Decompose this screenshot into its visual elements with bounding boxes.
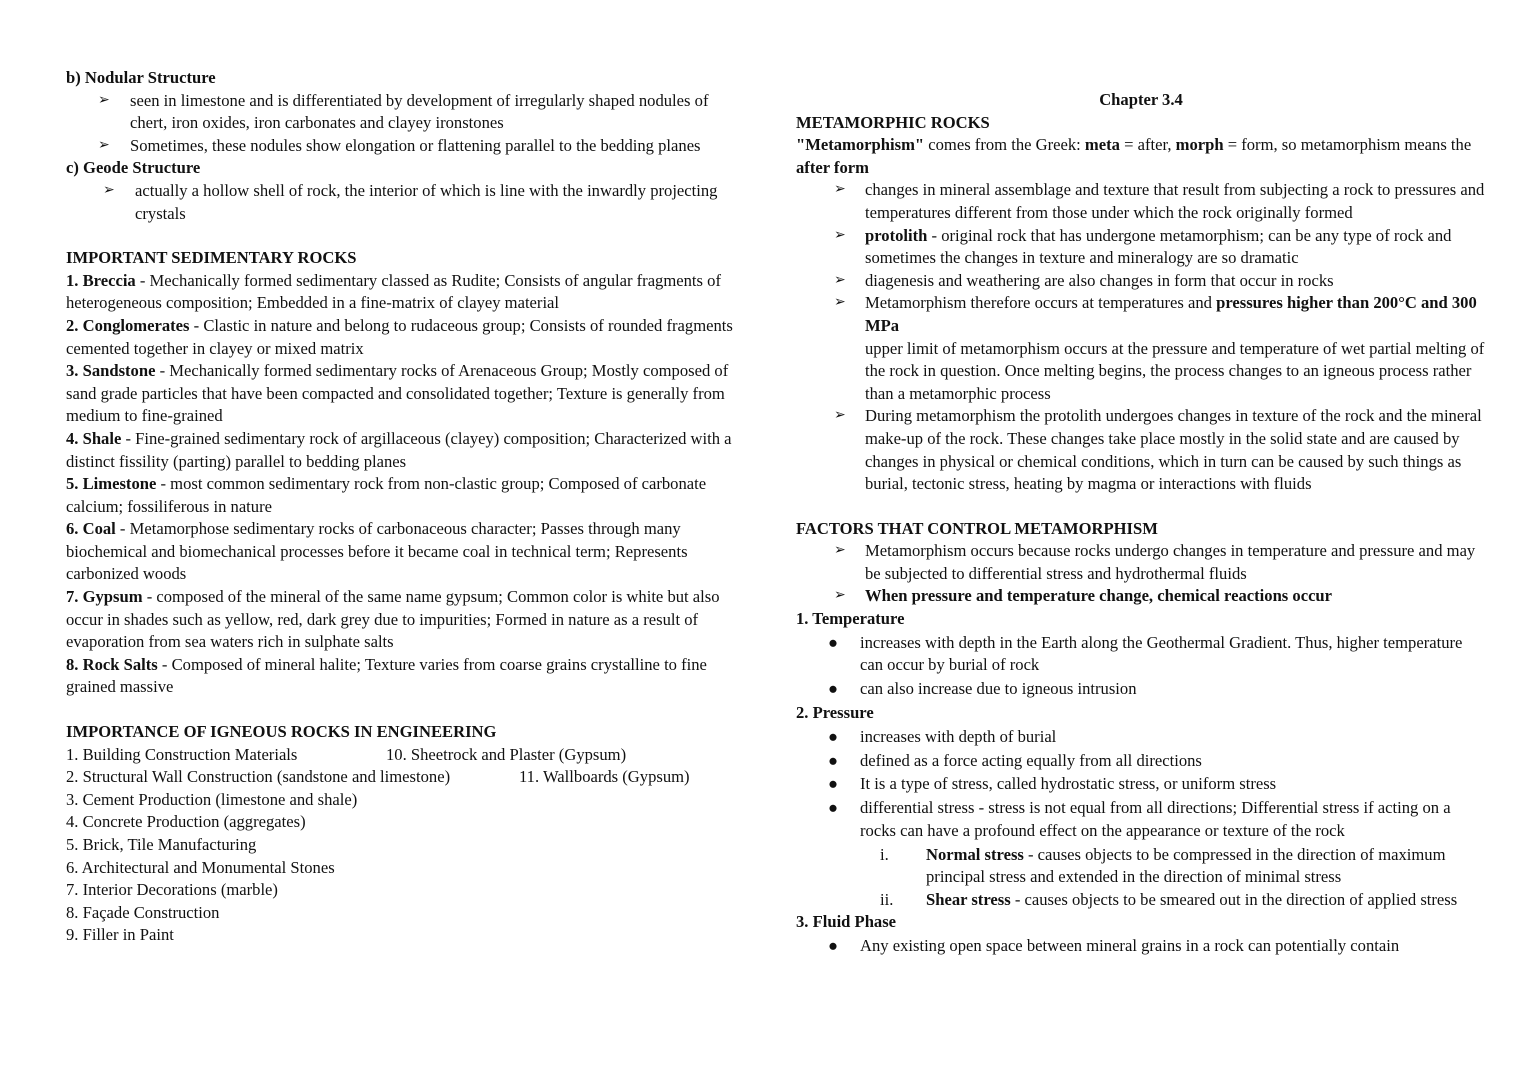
metamorphism-intro: "Metamorphism" comes from the Greek: meta = after, morph = form, so metamorphism means the after form — [796, 135, 1472, 177]
list-item: ● increases with depth of burial — [796, 726, 1486, 749]
list-item: ➢ protolith - original rock that has undergone metamorphism; can be any type of rock and sometimes the changes in texture and mineralogy are so dramatic — [834, 225, 1452, 268]
list-item: ii. Shear stress - causes objects to be smeared out in the direction of applied stress — [880, 889, 1458, 909]
list-item: 3. Cement Production (limestone and shale) — [66, 789, 358, 809]
list-item-continuation: upper limit of metamorphism occurs at the pressure and temperature of wet partial melting of the rock in question. Once melting begins, the process changes to an igneous process rather than a metamorphic process — [865, 338, 1485, 403]
list-item: 6. Coal - Metamorphose sedimentary rocks of carbonaceous character; Passes through many biochemical and biomechanical processes before it became coal in technical term; Represents carbonized woods — [66, 519, 688, 584]
list-item: 2. Structural Wall Construction (sandstone and limestone) 11. Wallboards (Gypsum) — [66, 767, 690, 787]
bullet-dot-icon: ● — [828, 798, 839, 818]
list-item: ➢ Metamorphism therefore occurs at temperatures and pressures higher than 200°C and 300 MPa — [834, 293, 1477, 335]
bullet-dot-icon: ● — [828, 726, 839, 746]
arrow-bullet-icon: ➢ — [834, 272, 846, 288]
list-item: 4. Shale - Fine-grained sedimentary rock of argillaceous (clayey) composition; Characterized with a distinct fissility (parting) parallel to bedding planes — [66, 428, 732, 471]
list-item: ● defined as a force acting equally from all directions — [796, 750, 1486, 773]
list-item: i. Normal stress - causes objects to be compressed in the direction of maximum principal stress and extended in the direction of minimal stress — [880, 844, 1446, 887]
arrow-bullet-icon: ➢ — [834, 588, 846, 604]
engineering-list — [66, 744, 746, 947]
list-item: 1. Building Construction Materials 10. Sheetrock and Plaster (Gypsum) — [66, 744, 627, 764]
list-item: ● differential stress - stress is not equal from all directions; Differential stress if acting on a rocks can have a profound effect on the appearance or texture of the rock — [828, 798, 1451, 840]
list-item: 3. Sandstone - Mechanically formed sedimentary rocks of Arenaceous Group; Mostly composed of sand grade particles that have been compacted and consolidated together; Texture is generally from medium to fine-grained — [66, 361, 729, 426]
list-item: ● can also increase due to igneous intrusion — [796, 678, 1486, 701]
left-column — [66, 67, 746, 947]
list-item: 9. Filler in Paint — [66, 925, 174, 945]
bullet-dot-icon: ● — [828, 632, 839, 652]
temperature-heading: 1. Temperature — [796, 609, 905, 629]
nodular-structure-heading: b) Nodular Structure — [66, 68, 216, 87]
geode-structure-heading: c) Geode Structure — [66, 158, 201, 178]
arrow-bullet-icon: ➢ — [834, 408, 846, 424]
list-item: 4. Concrete Production (aggregates) — [66, 812, 306, 832]
metamorphic-rocks-heading: METAMORPHIC ROCKS — [796, 112, 990, 132]
list-item: ➢ Metamorphism occurs because rocks undergo changes in temperature and pressure and may be subjected to differential stress and hydrothermal fluids — [834, 541, 1476, 583]
bullet-dot-icon: ● — [828, 936, 839, 956]
list-item: ➢ When pressure and temperature change, chemical reactions occur — [796, 585, 1486, 608]
list-item: ➢ diagenesis and weathering are also changes in form that occur in rocks — [796, 270, 1486, 293]
bullet-dot-icon: ● — [828, 750, 839, 770]
fluid-phase-heading: 3. Fluid Phase — [796, 912, 897, 932]
list-item: 7. Interior Decorations (marble) — [66, 880, 278, 900]
list-item: ➢ seen in limestone and is differentiated by development of irregularly shaped nodules of chert, iron oxides, iron carbonates and clayey ironstones — [98, 90, 709, 133]
engineering-importance-heading: IMPORTANCE OF IGNEOUS ROCKS IN ENGINEERING — [66, 722, 497, 742]
sedimentary-rocks-heading: IMPORTANT SEDIMENTARY ROCKS — [66, 248, 357, 268]
list-item: 1. Breccia - Mechanically formed sedimentary classed as Rudite; Consists of angular fragments of heterogeneous composition; Embedded in a fine-matrix of clayey material — [66, 270, 721, 313]
list-item: ● increases with depth in the Earth along the Geothermal Gradient. Thus, higher temperature can occur by burial of rock — [828, 632, 1463, 675]
arrow-bullet-icon: ➢ — [98, 137, 110, 153]
arrow-bullet-icon: ➢ — [834, 543, 846, 559]
arrow-bullet-icon: ➢ — [98, 92, 110, 108]
list-item: ➢ Sometimes, these nodules show elongation or flattening parallel to the bedding planes — [66, 135, 746, 158]
factors-heading: FACTORS THAT CONTROL METAMORPHISM — [796, 518, 1158, 538]
list-item: 5. Limestone - most common sedimentary rock from non-clastic group; Composed of carbonate calcium; fossiliferous in nature — [66, 474, 707, 516]
bullet-dot-icon: ● — [828, 679, 839, 699]
right-column — [796, 89, 1486, 959]
chapter-heading: Chapter 3.4 — [1099, 90, 1183, 109]
list-item: ➢ actually a hollow shell of rock, the interior of which is line with the inwardly projecting crystals — [103, 180, 718, 223]
list-item: ● Any existing open space between mineral grains in a rock can potentially contain — [796, 935, 1486, 958]
list-item: 5. Brick, Tile Manufacturing — [66, 835, 257, 854]
list-item: 8. Façade Construction — [66, 902, 220, 922]
arrow-bullet-icon: ➢ — [103, 182, 115, 198]
list-item: ➢ During metamorphism the protolith undergoes changes in texture of the rock and the mineral make-up of the rock. These changes take place mostly in the solid state and are caused by changes in physical or chemical conditions, which in turn can be caused by such things as burial, tectonic stress, heating by magma or interactions with fluids — [834, 406, 1482, 494]
list-item: 8. Rock Salts - Composed of mineral halite; Texture varies from coarse grains crystalline to fine grained massive — [66, 654, 707, 697]
sedimentary-rocks-list — [66, 270, 746, 699]
arrow-bullet-icon: ➢ — [834, 227, 846, 243]
arrow-bullet-icon: ➢ — [834, 295, 846, 311]
list-item: 7. Gypsum - composed of the mineral of the same name gypsum; Common color is white but also occur in shades such as yellow, red, dark grey due to impurities; Formed in nature as a result of evaporation from sea waters rich in sulphate salts — [66, 587, 720, 652]
arrow-bullet-icon: ➢ — [834, 182, 846, 198]
list-item: 2. Conglomerates - Clastic in nature and belong to rudaceous group; Consists of rounded fragments cemented together in clayey or mixed matrix — [66, 315, 733, 358]
list-item: 6. Architectural and Monumental Stones — [66, 857, 335, 877]
pressure-heading: 2. Pressure — [796, 703, 874, 722]
list-item: ● It is a type of stress, called hydrostatic stress, or uniform stress — [796, 773, 1486, 796]
bullet-dot-icon: ● — [828, 774, 839, 794]
list-item: ➢ changes in mineral assemblage and texture that result from subjecting a rock to pressures and temperatures different from those under which the rock originally formed — [834, 180, 1485, 222]
